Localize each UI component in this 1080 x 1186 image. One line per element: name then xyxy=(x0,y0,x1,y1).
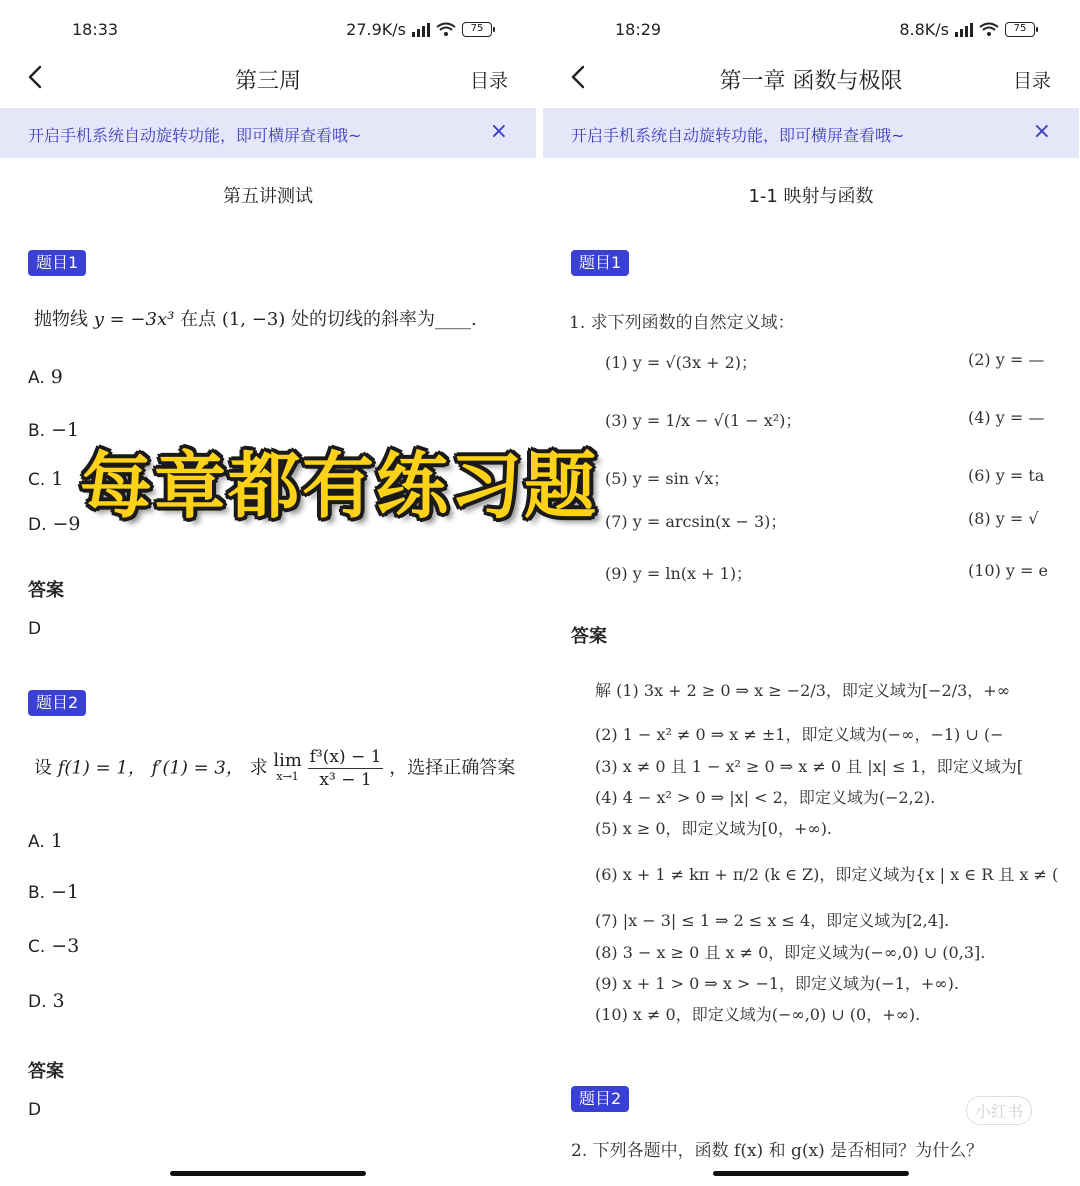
option-letter: C. xyxy=(28,470,46,490)
exercise-item: (4) y = — xyxy=(968,408,1045,427)
wifi-icon xyxy=(979,22,999,37)
option-value: −9 xyxy=(52,513,81,535)
option-value: −1 xyxy=(51,881,80,903)
left-screen xyxy=(0,0,536,1186)
network-speed: 27.9K/s xyxy=(346,20,406,39)
solution-line: (4) 4 − x² > 0 ⇒ |x| < 2，即定义域为(−2,2). xyxy=(595,788,936,807)
question-prefix: 设 xyxy=(34,757,52,779)
exercise-item: (5) y = sin √x； xyxy=(605,469,730,488)
signal-icon xyxy=(412,23,430,37)
option-letter: D. xyxy=(28,992,47,1012)
catalog-button[interactable]: 目录 xyxy=(469,70,508,92)
question-stem: 1. 求下列函数的自然定义域： xyxy=(569,313,795,333)
exercise-item: (7) y = arcsin(x − 3)； xyxy=(605,512,787,531)
limit-label: lim xyxy=(273,749,302,771)
question-tag: 题目1 xyxy=(571,250,629,276)
battery-icon: 75 xyxy=(462,22,492,37)
exercise-item: (3) y = 1/x − √(1 − x²)； xyxy=(605,411,802,430)
signal-icon xyxy=(955,23,973,37)
close-icon[interactable]: × xyxy=(1032,119,1051,144)
option-value: 1 xyxy=(51,468,64,490)
option-a[interactable] xyxy=(28,830,63,852)
answer-label: 答案 xyxy=(28,1061,64,1082)
back-arrow-icon[interactable] xyxy=(565,62,593,92)
status-indicators xyxy=(899,20,1035,39)
rotate-tip-banner xyxy=(0,108,536,158)
solution-line: (9) x + 1 > 0 ⇒ x > −1，即定义域为(−1，+∞). xyxy=(595,974,959,993)
banner-text: 开启手机系统自动旋转功能，即可横屏查看哦~ xyxy=(571,126,905,145)
fraction-denominator: x³ − 1 xyxy=(319,770,372,790)
question-point: (1, −3) xyxy=(221,309,286,330)
overlay-caption: 每章都有练习题 xyxy=(80,444,599,528)
option-letter: B. xyxy=(28,883,46,903)
status-time: 18:33 xyxy=(72,20,119,39)
question-suffix: 处的切线的斜率为____. xyxy=(291,309,477,330)
exercise-item: (1) y = √(3x + 2)； xyxy=(605,353,758,372)
exercise-item: (10) y = e xyxy=(968,561,1049,580)
page-title: 第一章 函数与极限 xyxy=(719,69,903,94)
top-nav xyxy=(543,56,1079,100)
status-time: 18:29 xyxy=(615,20,662,39)
banner-text: 开启手机系统自动旋转功能，即可横屏查看哦~ xyxy=(28,126,362,145)
question-formula: y = −3x³ xyxy=(93,309,175,330)
back-arrow-icon[interactable] xyxy=(22,62,50,92)
close-icon[interactable]: × xyxy=(489,119,508,144)
lesson-title: 1-1 映射与函数 xyxy=(748,186,874,207)
network-speed: 8.8K/s xyxy=(899,20,949,39)
answer-label: 答案 xyxy=(28,580,64,601)
question-mid: 在点 xyxy=(180,309,217,330)
solution-line: (6) x + 1 ≠ kπ + π/2 (k ∈ Z)，即定义域为{x | x ∈ R 且 x ≠ ( xyxy=(595,865,1059,884)
option-b[interactable] xyxy=(28,419,79,441)
option-value: 1 xyxy=(50,830,63,852)
question-tag: 题目1 xyxy=(28,250,86,276)
question-suffix: ，选择正确答案 xyxy=(389,757,516,779)
page-title: 第三周 xyxy=(234,69,301,94)
question-text xyxy=(34,305,477,331)
option-value: −1 xyxy=(51,419,80,441)
wifi-icon xyxy=(436,22,456,37)
solution-line: (3) x ≠ 0 且 1 − x² ≥ 0 ⇒ x ≠ 0 且 |x| ≤ 1，即定义域为[ xyxy=(595,757,1023,776)
watermark-logo: 小红书 xyxy=(966,1096,1032,1125)
question-stem: 2. 下列各题中，函数 f(x) 和 g(x) 是否相同？为什么？ xyxy=(571,1141,984,1161)
solution-line: (8) 3 − x ≥ 0 且 x ≠ 0，即定义域为(−∞,0) ∪ (0,3]. xyxy=(595,943,986,962)
solution-line: (7) |x − 3| ≤ 1 ⇒ 2 ≤ x ≤ 4，即定义域为[2,4]. xyxy=(595,911,950,930)
option-a[interactable] xyxy=(28,366,63,388)
question-text xyxy=(34,746,515,791)
solution-line: 解 (1) 3x + 2 ≥ 0 ⇒ x ≥ −2/3，即定义域为[−2/3，+∞ xyxy=(595,681,1011,700)
home-indicator[interactable] xyxy=(713,1171,909,1176)
home-indicator[interactable] xyxy=(170,1171,366,1176)
status-bar xyxy=(543,18,1079,42)
answer-label: 答案 xyxy=(571,626,607,647)
question-tag: 题目2 xyxy=(28,690,86,716)
question-tag: 题目2 xyxy=(571,1086,629,1112)
limit-fraction xyxy=(308,746,384,791)
answer-value: D xyxy=(28,619,42,639)
lesson-title: 第五讲测试 xyxy=(223,186,313,207)
option-value: 3 xyxy=(52,990,65,1012)
rotate-tip-banner xyxy=(543,108,1079,158)
option-letter: C. xyxy=(28,937,46,957)
option-letter: B. xyxy=(28,421,46,441)
right-screen xyxy=(543,0,1079,1186)
exercise-item: (6) y = ta xyxy=(968,466,1045,485)
option-c[interactable] xyxy=(28,468,63,490)
option-d[interactable] xyxy=(28,513,81,535)
option-value: 9 xyxy=(50,366,63,388)
solution-line: (2) 1 − x² ≠ 0 ⇒ x ≠ ±1，即定义域为(−∞，−1) ∪ (− xyxy=(595,725,1004,744)
option-letter: D. xyxy=(28,515,47,535)
limit-sub: x→1 xyxy=(276,769,299,783)
fraction-numerator: f³(x) − 1 xyxy=(309,747,382,767)
answer-value: D xyxy=(28,1100,42,1120)
limit-expression xyxy=(273,749,302,785)
top-nav xyxy=(0,56,536,100)
battery-icon: 75 xyxy=(1005,22,1035,37)
question-given-2: f′(1) = 3， xyxy=(151,757,244,779)
status-indicators xyxy=(346,20,492,39)
question-prefix: 抛物线 xyxy=(34,309,88,330)
exercise-item: (9) y = ln(x + 1)； xyxy=(605,564,753,583)
solution-line: (10) x ≠ 0，即定义域为(−∞,0) ∪ (0，+∞). xyxy=(595,1005,921,1024)
exercise-item: (2) y = — xyxy=(968,350,1045,369)
option-c[interactable] xyxy=(28,935,79,957)
option-value: −3 xyxy=(51,935,80,957)
solution-line: (5) x ≥ 0，即定义域为[0，+∞). xyxy=(595,819,833,838)
question-given-1: f(1) = 1， xyxy=(57,757,146,779)
option-letter: A. xyxy=(28,832,45,852)
exercise-item: (8) y = √ xyxy=(968,509,1039,528)
status-bar xyxy=(0,18,536,42)
option-b[interactable] xyxy=(28,881,79,903)
question-ask: 求 xyxy=(249,757,268,779)
catalog-button[interactable]: 目录 xyxy=(1012,70,1051,92)
option-d[interactable] xyxy=(28,990,65,1012)
option-letter: A. xyxy=(28,368,45,388)
